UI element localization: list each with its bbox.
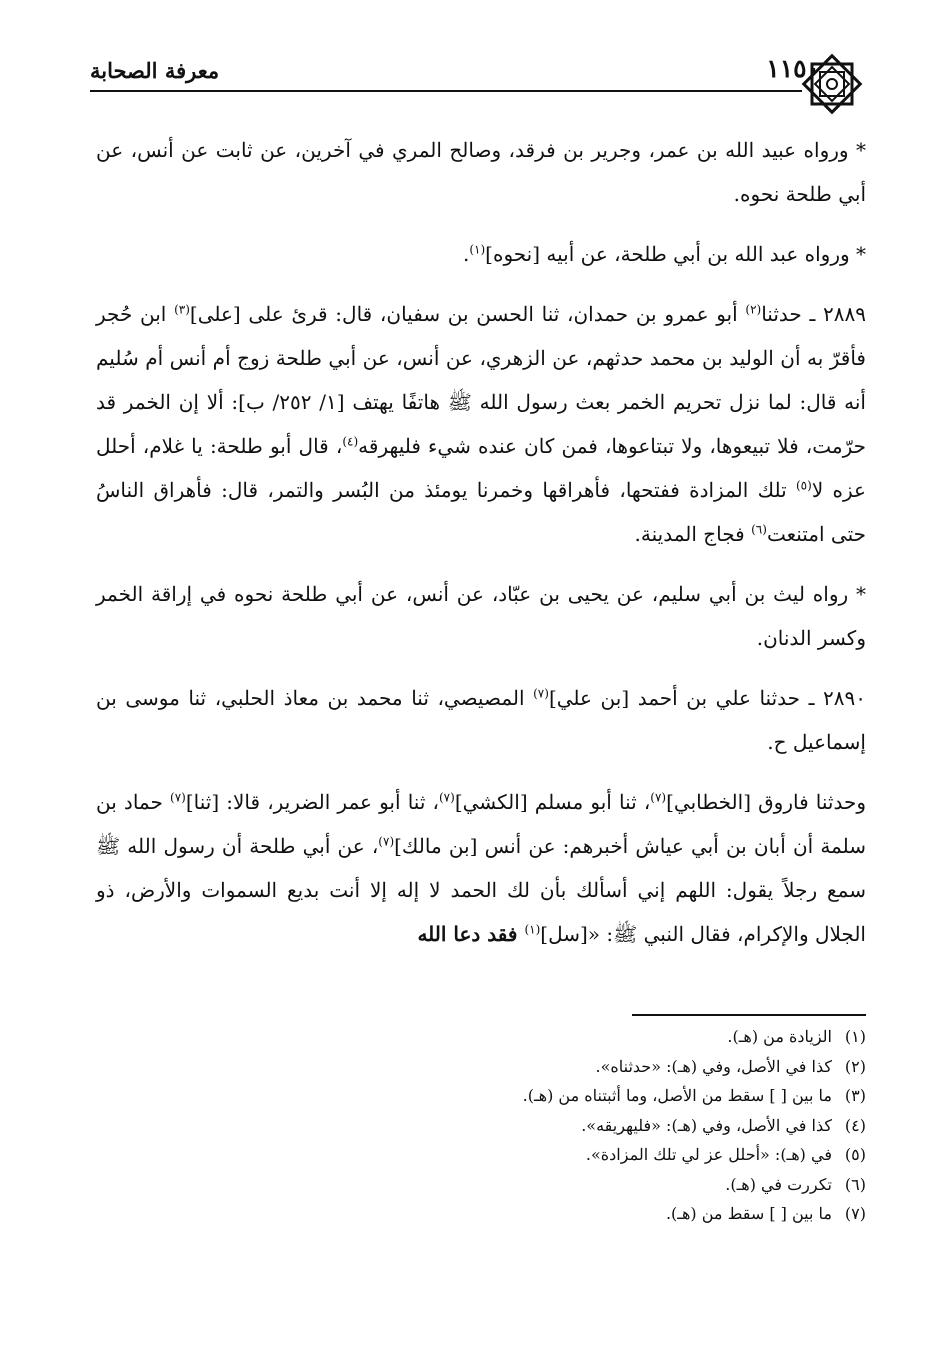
paragraph-text: * ورواه عبيد الله بن عمر، وجرير بن فرقد، وصالح المري في آخرين، عن ثابت عن أنس، عن أبي طلحة نحوه. (96, 138, 866, 206)
hadith-2890 (96, 676, 866, 764)
footnote (200, 1081, 866, 1111)
paragraph-text: فقد دعا الله (417, 922, 525, 946)
footnotes (200, 1022, 866, 1229)
paragraph (96, 780, 866, 956)
paragraph-text: حماد بن سلمة أن أبان بن أبي عياش أخبرهم: عن أنس [بن مالك] (96, 790, 866, 858)
footnote-number: (٢) (844, 1056, 866, 1076)
footnote-text: كذا في الأصل، وفي (هـ): «فليهريقه». (581, 1115, 832, 1135)
paragraph-text: المصيصي، ثنا محمد بن معاذ الحلبي، ثنا موسى بن إسماعيل ح. (96, 686, 866, 754)
paragraph-text: ، ثنا أبو عمر الضرير، قالا: [ثنا] (185, 790, 439, 814)
paragraph-text: وحدثنا فاروق [الخطابي] (666, 790, 866, 814)
body-text (96, 128, 866, 972)
paragraph-text: ، ثنا أبو مسلم [الكشي] (454, 790, 651, 814)
paragraph-text: ٢٨٨٩ ـ حدثنا (761, 302, 866, 326)
hadith-2889 (96, 292, 866, 556)
page-header (90, 52, 860, 92)
ornament-icon (800, 52, 864, 116)
book-title: معرفة الصحابة (90, 58, 220, 83)
paragraph (96, 572, 866, 660)
footnote-number: (٤) (844, 1115, 866, 1135)
paragraph (96, 232, 866, 276)
paragraph-text: ابن حُجر فأقرّ به أن الوليد بن محمد حدثهم، عن الزهري، عن أنس، عن أبي طلحة زوج أم أنس أم سُليم أنه قال: لما نزل تحريم الخمر بعث رسول الله ﷺ هاتفًا يهتف [١/ ٢٥٢/ ب]: ألا إن الخمر قد حرّمت، فلا تبيعوها، ولا تبتاعوها، فمن كان عنده شيء فليهرقه (96, 302, 867, 458)
paragraph-text: ، عن أبي طلحة أن رسول الله ﷺ سمع رجلاً يقول: اللهم إني أسألك بأن لك الحمد لا إله إلا أنت بديع السموات والأرض، ذو الجلال والإكرام، فقال النبي ﷺ: «[سل] (96, 834, 866, 946)
footnote-ref: (٦) (751, 522, 767, 537)
footnote-text: الزيادة من (هـ). (727, 1027, 832, 1046)
paragraph-text: ، قال أبو طلحة: يا غلام، أحلل عزه لا (96, 434, 866, 502)
footnote-text: في (هـ): «أحلل عز لي تلك المزادة». (585, 1145, 832, 1164)
footnote-ref: (٥) (795, 478, 812, 493)
footnote-text: ما بين [ ] سقط من (هـ). (665, 1204, 832, 1223)
footnote-ref: (٤) (342, 434, 359, 449)
footnote-ref: (٧) (378, 834, 395, 849)
page-number: ١١٥٠ (766, 54, 820, 83)
paragraph-text: * ورواه عبد الله بن أبي طلحة، عن أبيه [نحوه] (485, 242, 866, 266)
header-rule (90, 90, 802, 92)
footnote (200, 1170, 866, 1200)
paragraph (96, 128, 866, 216)
footnote-number: (٦) (844, 1174, 866, 1194)
footnote-text: تكررت في (هـ). (725, 1174, 832, 1194)
footnote-text: ما بين [ ] سقط من الأصل، وما أثبتناه من (هـ). (522, 1086, 832, 1105)
footnote-ref: (١) (524, 922, 541, 937)
footnote-rule (632, 1014, 866, 1016)
footnote-number: (١) (844, 1027, 866, 1046)
footnote-text: كذا في الأصل، وفي (هـ): «حدثناه». (595, 1056, 832, 1076)
paragraph-text: أبو عمرو بن حمدان، ثنا الحسن بن سفيان، قال: قرئ على [على] (189, 302, 746, 326)
paragraph-text: * رواه ليث بن أبي سليم، عن يحيى بن عبّاد، عن أنس، عن أبي طلحة نحوه في إراقة الخمر وكسر الدنان. (96, 582, 866, 650)
footnote-ref: (٧) (438, 790, 455, 805)
paragraph-text: تلك المزادة ففتحها، فأهراقها وخمرنا يومئذ من البُسر والتمر، قال: فأهراق الناسُ حتى امتنعت (96, 478, 866, 546)
footnote-ref: (٣) (174, 302, 190, 317)
footnote-number: (٣) (844, 1086, 866, 1105)
footnote (200, 1199, 866, 1229)
footnote (200, 1022, 866, 1052)
footnote-ref: (٧) (533, 686, 549, 701)
paragraph-text: فجاج المدينة. (634, 522, 752, 546)
footnote (200, 1052, 866, 1082)
paragraph-text: ٢٨٩٠ ـ حدثنا علي بن أحمد [بن علي] (548, 686, 866, 710)
footnote (200, 1111, 866, 1141)
footnote (200, 1140, 866, 1170)
footnote-number: (٥) (844, 1145, 866, 1164)
footnote-number: (٧) (844, 1204, 866, 1223)
footnote-ref: (٧) (650, 790, 667, 805)
footnote-ref: (٧) (170, 790, 186, 805)
footnote-ref: (٢) (745, 302, 762, 317)
paragraph-text: . (462, 242, 470, 266)
footnote-ref: (١) (469, 242, 486, 257)
